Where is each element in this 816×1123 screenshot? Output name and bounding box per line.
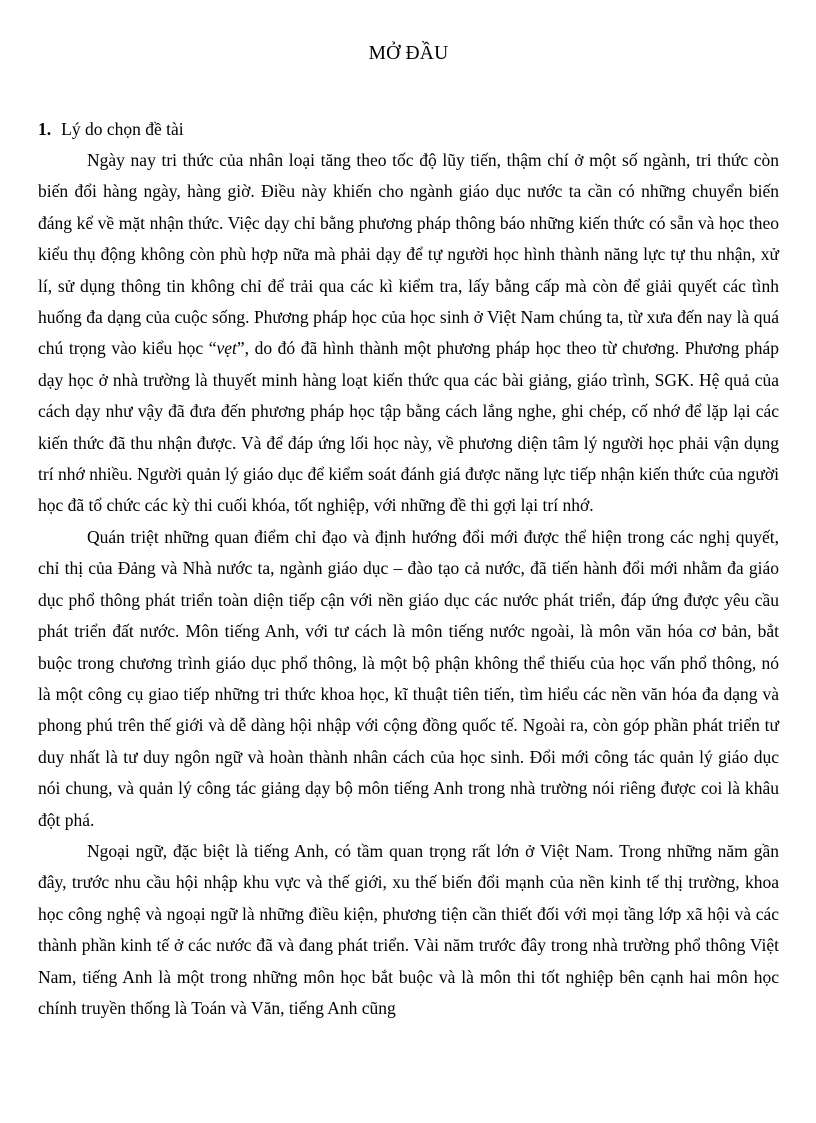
page-title: MỞ ĐẦU	[368, 43, 449, 64]
section-number: 1.	[38, 119, 52, 139]
section-title: Lý do chọn đề tài	[61, 119, 184, 139]
paragraph-2: Quán triệt những quan điểm chỉ đạo và định hướng đổi mới được thể hiện trong các nghị quyết, chỉ thị của Đảng và Nhà nước ta, ngành giáo dục – đào tạo cả nước, đã tiến hành đổi mới nhằm đa giáo dục phổ thông phát triển toàn diện tiếp cận với nền giáo dục các nước phát triển, đáp ứng được yêu cầu phát triển đất nước. Môn tiếng Anh, với tư cách là môn tiếng nước ngoài, là môn văn hóa cơ bản, bắt buộc trong chương trình giáo dục phổ thông, là một bộ phận không thể thiếu của học vấn phổ thông, nó là một công cụ giao tiếp những tri thức khoa học, kĩ thuật tiên tiến, tìm hiểu các nền văn hóa đa dạng và phong phú trên thế giới và dễ dàng hội nhập với cộng đồng quốc tế. Ngoài ra, còn góp phần phát triển tư duy nhất là tư duy ngôn ngữ và hoàn thành nhân cách của học sinh. Đổi mới công tác quản lý giáo dục nói chung, và quản lý công tác giảng dạy bộ môn tiếng Anh trong nhà trường nói riêng được coi là khâu đột phá.	[38, 526, 779, 830]
paragraph-1-before: Ngày nay tri thức của nhân loại tăng theo tốc độ lũy tiến, thậm chí ở một số ngành, tri thức còn biến đổi hàng ngày, hàng giờ. Điều này khiến cho ngành giáo dục nước ta cần có những chuyển biến đáng kể về mặt nhận thức. Việc dạy chỉ bằng phương pháp thông báo những kiến thức có sẵn và học theo kiểu thụ động không còn phù hợp nữa mà phải dạy để tự người học hình thành năng lực tự thu nhận, xử lí, sử dụng thông tin không chỉ để trải qua các kì kiểm tra, lấy bằng cấp mà còn để giải quyết các tình huống đa dạng của cuộc sống. Phương pháp học của học sinh ở Việt Nam chúng ta, từ xưa đến nay là quá chú trọng vào kiểu học “	[38, 150, 779, 359]
emphasis-word: vẹt	[216, 338, 237, 359]
paragraph-1-after: ”, do đó đã hình thành một phương pháp học theo từ chương. Phương pháp dạy học ở nhà trường là thuyết minh hàng loạt kiến thức qua các bài giảng, giáo trình, SGK. Hệ quả của cách dạy như vậy đã đưa đến phương pháp học tập bằng cách lắng nghe, ghi chép, cố nhớ để lặp lại các kiến thức đã thu nhận được. Và để đáp ứng lối học này, về phương diện tâm lý người học phải vận dụng trí nhớ nhiều. Người quản lý giáo dục để kiểm soát đánh giá được năng lực tiếp nhận kiến thức của người học đã tổ chức các kỳ thi cuối khóa, tốt nghiệp, với những đề thi gợi lại trí nhớ.	[38, 338, 780, 516]
document-page	[38, 0, 779, 1024]
paragraph-3: Ngoại ngữ, đặc biệt là tiếng Anh, có tầm quan trọng rất lớn ở Việt Nam. Trong những năm gần đây, trước nhu cầu hội nhập khu vực và thế giới, xu thế biến đổi mạnh của nền kinh tế thị trường, khoa học công nghệ và ngoại ngữ là những điều kiện, phương tiện cần thiết đối với mọi tầng lớp xã hội và các thành phần kinh tế ở các nước đã và đang phát triển. Vài năm trước đây trong nhà trường phổ thông Việt Nam, tiếng Anh là một trong những môn học bắt buộc và là môn thi tốt nghiệp bên cạnh hai môn học chính truyền thống là Toán và Văn, tiếng Anh cũng	[38, 840, 779, 1018]
paragraph-1	[38, 145, 779, 522]
section-heading	[38, 114, 779, 145]
